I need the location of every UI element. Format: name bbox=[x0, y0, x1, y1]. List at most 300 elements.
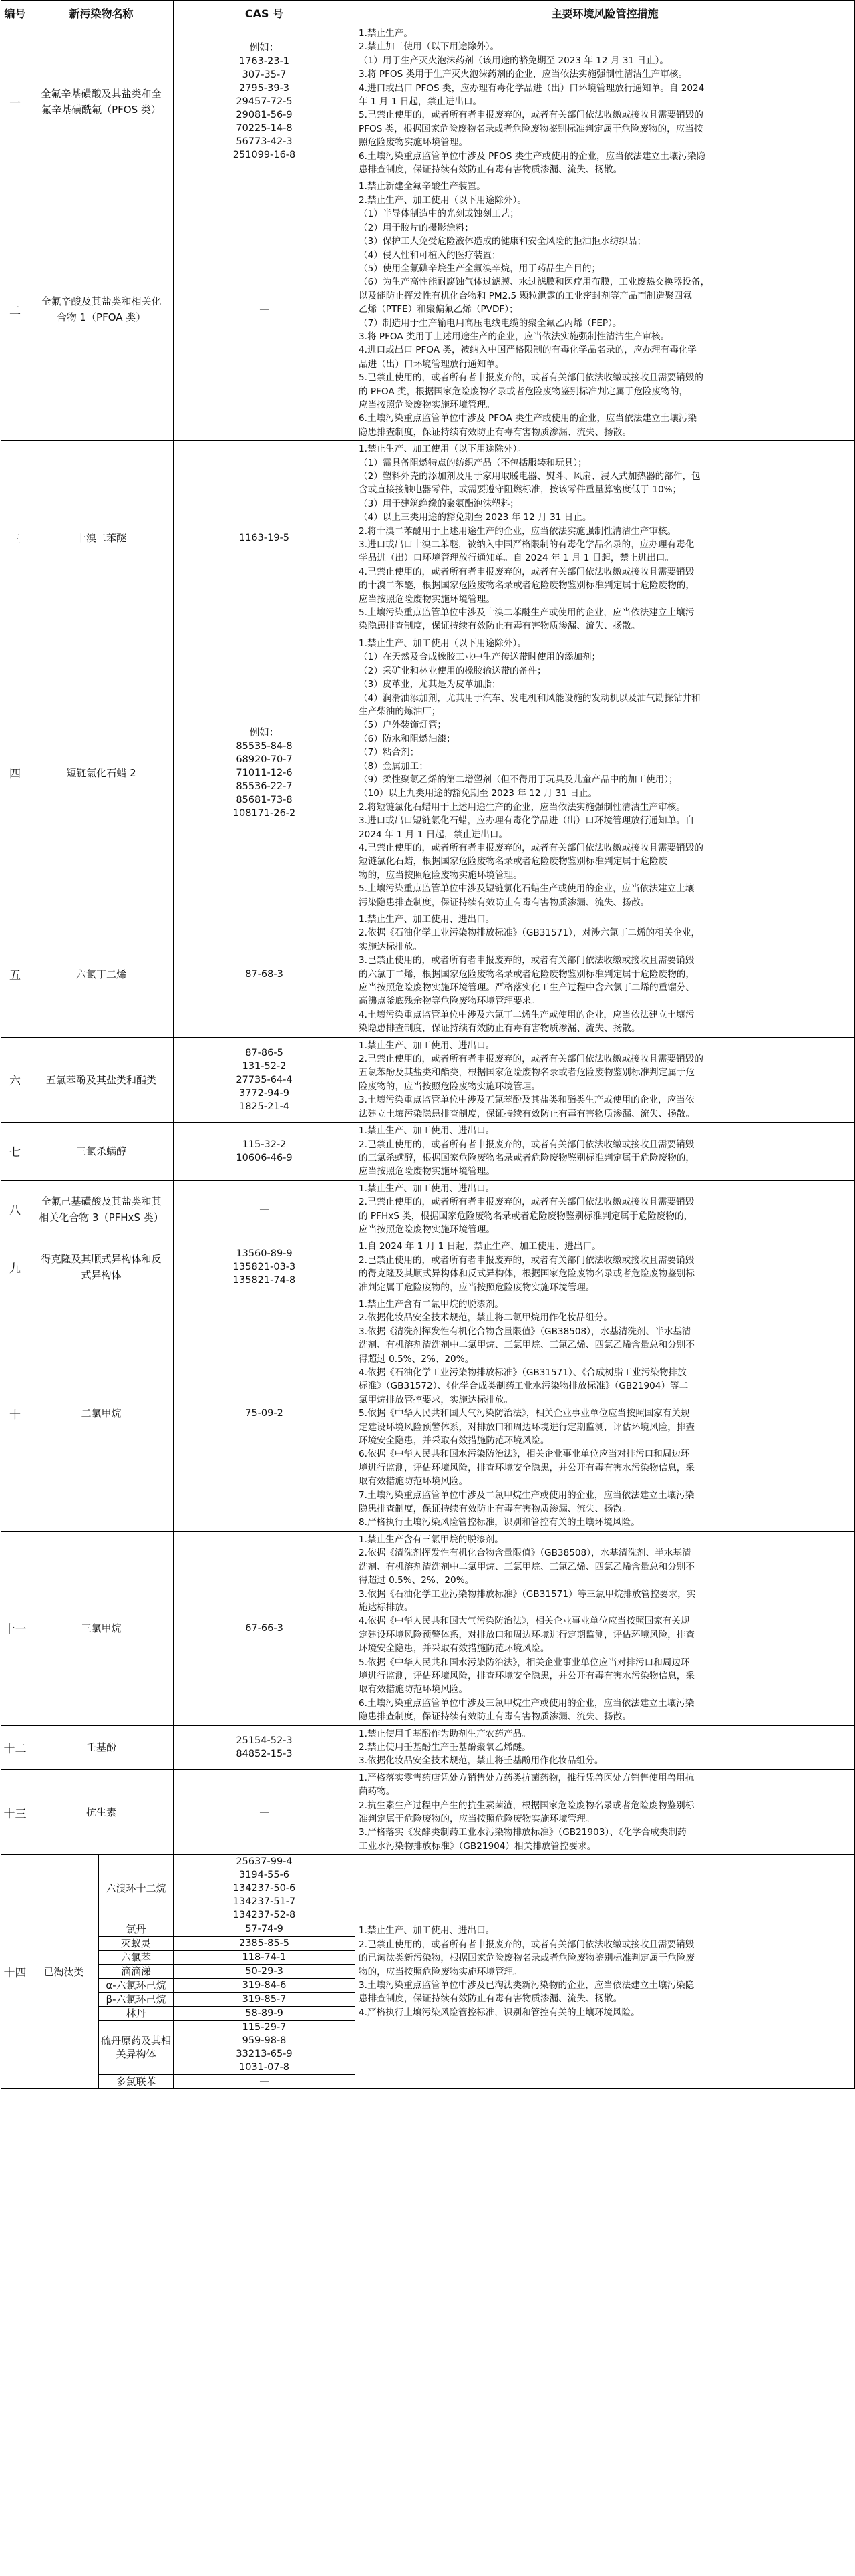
cas-number-line: 50-29-3 bbox=[245, 1966, 283, 1977]
control-measures-line: （6）为生产高性能耐腐蚀气体过滤膜、水过滤膜和医疗用布膜，工业废热交换器设备， bbox=[359, 277, 710, 288]
cas-number-line: 2385-85-5 bbox=[238, 1938, 290, 1949]
control-measures-line: 5.依据《中华人民共和国大气污染防治法》，相关企业事业单位应当按照国家有关规 bbox=[359, 1408, 690, 1419]
control-measures-line: 3.依据《清洗剂挥发性有机化合物含量限值》（GB38508），水基清洗剂、半水基清 bbox=[359, 1326, 691, 1337]
pollutant-name bbox=[99, 2075, 174, 2089]
cas-number-line: 13560-89-9 bbox=[236, 1248, 293, 1260]
control-measures bbox=[355, 25, 855, 178]
control-measures bbox=[355, 1180, 855, 1238]
header-row bbox=[1, 1, 855, 25]
control-measures-line: 应当按照危险废物实施环境管理。 bbox=[359, 399, 495, 410]
cas-number bbox=[174, 441, 355, 635]
pollutant-name bbox=[29, 1531, 174, 1725]
control-measures-line: 应当按照危险废物实施环境管理。 bbox=[359, 1224, 495, 1235]
control-measures-line: 的得克隆及其顺式异构体和反式异构体，根据国家危险废物名录或者危险废物鉴别标 bbox=[359, 1268, 695, 1280]
control-measures-line: 2.已禁止使用的，或者所有者申报废弃的，或者有关部门依法收缴或接收且需要销毁的 bbox=[359, 1054, 703, 1065]
cas-number bbox=[174, 178, 355, 441]
cas-number-line: 115-32-2 bbox=[242, 1139, 287, 1150]
cas-number bbox=[174, 1180, 355, 1238]
cas-number bbox=[174, 25, 355, 178]
cas-number-line: 319-85-7 bbox=[242, 1994, 287, 2005]
pollutant-name-line: 全氟己基磺酸及其盐类和其 bbox=[41, 1195, 162, 1207]
row-number: 二 bbox=[1, 178, 29, 441]
cas-number bbox=[174, 2007, 355, 2021]
control-measures-line: 的十溴二苯醚，根据国家危险废物名录或者危险废物鉴别标准判定属于危险废物的， bbox=[359, 580, 695, 591]
pollutant-name bbox=[99, 1965, 174, 1979]
pollutant-name-line: 六氯苯 bbox=[121, 1951, 152, 1964]
control-measures-line: （3）皮革业，尤其是为皮革加脂； bbox=[359, 679, 501, 690]
cas-number-line: 70225-14-8 bbox=[236, 123, 293, 134]
control-measures-line: 1.自 2024 年 1 月 1 日起，禁止生产、加工使用、进出口。 bbox=[359, 1241, 601, 1252]
pollutant-name bbox=[99, 1922, 174, 1937]
pollutant-name-line: 十溴二苯醚 bbox=[76, 532, 127, 545]
control-measures-line: 3.进口或出口短链氯化石蜡，应办理有毒化学品进（出）口环境管理放行通知单。自 bbox=[359, 815, 695, 827]
cas-number bbox=[174, 1922, 355, 1937]
pollutant-name-line: 灭蚁灵 bbox=[121, 1937, 152, 1950]
cas-number-line: 2795-39-3 bbox=[238, 83, 290, 94]
cas-number bbox=[174, 1855, 355, 1922]
control-measures-line: 隐患排查制度，保证持续有效防止有毒有害物质渗漏、流失、扬散。 bbox=[359, 426, 631, 438]
control-measures-line: 染隐患排查制度，保证持续有效防止有毒有害物质渗漏、流失、扬散。 bbox=[359, 1023, 641, 1034]
cas-number-line: 134237-50-6 bbox=[232, 1883, 296, 1894]
control-measures-line: 应当按照危险废物实施环境管理。 bbox=[359, 593, 495, 605]
cas-number-line: 71011-12-6 bbox=[236, 767, 293, 778]
pollutant-name bbox=[99, 1993, 174, 2007]
control-measures-line: 1.禁止生产。 bbox=[359, 28, 413, 39]
pollutant-table bbox=[1, 0, 855, 2089]
pollutant-name bbox=[29, 911, 174, 1038]
cas-number-line: 84852-15-3 bbox=[236, 1749, 293, 1760]
control-measures-line: 2.已禁止使用的，或者所有者申报废弃的，或者有关部门依法收缴或接收且需要销毁 bbox=[359, 1939, 695, 1950]
cas-number-line: 25637-99-4 bbox=[236, 1856, 293, 1868]
control-measures-line: 患排查制度，保证持续有效防止有毒有害物质渗漏、流失、扬散。 bbox=[359, 164, 623, 176]
control-measures-line: 学品进（出）口环境管理放行通知单。自 2024 年 1 月 1 日起，禁止进出口。 bbox=[359, 553, 675, 564]
control-measures-line: 6.土壤污染重点监管单位中涉及 PFOA 类生产或使用的企业，应当依法建立土壤污染 bbox=[359, 413, 697, 424]
cas-number-line: 85536-22-7 bbox=[236, 780, 293, 792]
control-measures-line: 3.已禁止使用的，或者所有者申报废弃的，或者有关部门依法收缴或接收且需要销毁 bbox=[359, 955, 695, 966]
pollutant-name-line: 二氯甲烷 bbox=[81, 1407, 122, 1420]
pollutant-name-line: 短链氯化石蜡 2 bbox=[66, 766, 136, 779]
row-number: 九 bbox=[1, 1238, 29, 1296]
pollutant-name bbox=[29, 25, 174, 178]
control-measures-line: 照危险废物实施环境管理。 bbox=[359, 137, 468, 148]
row-number: 十三 bbox=[1, 1769, 29, 1854]
control-measures-line: 得超过 0.5%、2%、20%。 bbox=[359, 1353, 474, 1365]
cas-number-line: 134237-51-7 bbox=[232, 1896, 296, 1908]
control-measures-line: 3.严格落实《发酵类制药工业水污染物排放标准》（GB21903）、《化学合成类制药 bbox=[359, 1827, 687, 1838]
control-measures-line: 5.已禁止使用的，或者所有者申报废弃的，或者有关部门依法收缴或接收且需要销毁的 bbox=[359, 110, 703, 121]
control-measures-line: 1.严格落实零售药店凭处方销售处方药类抗菌药物，推行凭兽医处方销售使用兽用抗 bbox=[359, 1772, 695, 1783]
pollutant-name-line: 六溴环十二烷 bbox=[106, 1882, 166, 1895]
control-measures bbox=[355, 635, 855, 911]
pollutant-name bbox=[29, 1296, 174, 1531]
control-measures-line: （7）粘合剂； bbox=[359, 747, 419, 758]
cas-number-line: 307-35-7 bbox=[242, 69, 287, 81]
control-measures-line: 1.禁止生产含有二氯甲烷的脱漆剂。 bbox=[359, 1298, 504, 1310]
control-measures-line: 物的，应当按照危险废物实施环境管理。 bbox=[359, 869, 522, 881]
cas-number-line: 251099-16-8 bbox=[232, 150, 296, 161]
control-measures-line: 取有效措施防范环境风险。 bbox=[359, 1476, 468, 1487]
table-row bbox=[1, 635, 855, 911]
pollutant-name-line: 三氯杀螨醇 bbox=[76, 1145, 127, 1157]
row-number: 三 bbox=[1, 441, 29, 635]
control-measures-line: 定建设环境风险预警体系，对排放口和周边环境进行定期监测，评估环境风险，排查 bbox=[359, 1629, 695, 1640]
control-measures-line: 4.依据《石油化学工业污染物排放标准》（GB31571）、《合成树脂工业污染物排放 bbox=[359, 1367, 687, 1378]
table-row bbox=[1, 1531, 855, 1725]
cas-number-line: 1031-07-8 bbox=[238, 2062, 290, 2073]
control-measures-line: 物的，应当按照危险废物实施环境管理。 bbox=[359, 1966, 522, 1977]
pollutant-name bbox=[99, 2007, 174, 2021]
control-measures-line: 6.依据《中华人民共和国水污染防治法》，相关企业事业单位应当对排污口和周边环 bbox=[359, 1449, 690, 1460]
control-measures-line: 4.进口或出口 PFOS 类，应办理有毒化学品进（出）口环境管理放行通知单。自 2024 bbox=[359, 82, 705, 94]
pollutant-name bbox=[99, 1979, 174, 1993]
cas-number bbox=[174, 1937, 355, 1951]
cas-number-line: 87-68-3 bbox=[245, 968, 283, 980]
control-measures-line: 4.依据《中华人民共和国大气污染防治法》，相关企业事业单位应当按照国家有关规 bbox=[359, 1616, 690, 1627]
cas-number-line: 85535-84-8 bbox=[236, 740, 293, 752]
pollutant-name bbox=[99, 1937, 174, 1951]
control-measures-line: 环境安全隐患，并采取有效措施防范环境风险。 bbox=[359, 1435, 550, 1447]
control-measures-line: 品进（出）口环境管理放行通知单。 bbox=[359, 358, 504, 370]
cas-number bbox=[174, 1037, 355, 1122]
control-measures-line: 隐患排查制度，保证持续有效防止有毒有害物质渗漏、流失、扬散。 bbox=[359, 1504, 631, 1515]
cas-number bbox=[174, 1238, 355, 1296]
cas-number-line: 115-29-7 bbox=[242, 2022, 287, 2033]
row-number: 十四 bbox=[1, 1855, 29, 2089]
control-measures-line: 应当按照危险废物实施环境管理。 bbox=[359, 1166, 495, 1177]
control-measures-line: 年 1 月 1 日起，禁止进出口。 bbox=[359, 96, 482, 108]
control-measures-line: 3.土壤污染重点监管单位中涉及五氯苯酚及其盐类和酯类生产或使用的企业，应当依 bbox=[359, 1095, 695, 1106]
control-measures-line: 2.禁止加工使用（以下用途除外）。 bbox=[359, 41, 500, 53]
cas-number-line: 27735-64-4 bbox=[236, 1074, 293, 1085]
cas-number bbox=[174, 1951, 355, 1965]
control-measures-line: 应当按照危险废物实施环境管理。严格落实化工生产过程中含六氯丁二烯的重馏分、 bbox=[359, 982, 695, 994]
pollutant-name bbox=[29, 1037, 174, 1122]
control-measures-line: 1.禁止生产、加工使用、进出口。 bbox=[359, 1040, 495, 1051]
control-measures-line: （5）户外装饰灯管； bbox=[359, 720, 447, 731]
control-measures-line: 2.已禁止使用的，或者所有者申报废弃的，或者有关部门依法收缴或接收且需要销毁 bbox=[359, 1139, 695, 1150]
control-measures-line: （2）采矿业和林业使用的橡胶输送带的备件； bbox=[359, 665, 546, 676]
control-measures-line: 2.已禁止使用的，或者所有者申报废弃的，或者有关部门依法收缴或接收且需要销毁 bbox=[359, 1254, 695, 1266]
control-measures-line: 4.已禁止使用的，或者所有者申报废弃的，或者有关部门依法收缴或接收且需要销毁 bbox=[359, 566, 695, 577]
cas-number-line: 131-52-2 bbox=[242, 1060, 287, 1072]
cas-number-line: 3772-94-9 bbox=[238, 1087, 290, 1099]
control-measures-line: 境进行监测，评估环境风险，排查环境安全隐患，并公开有毒有害水污染物信息，采 bbox=[359, 1462, 695, 1473]
pollutant-name bbox=[29, 1123, 174, 1181]
cas-number-line: 例如： bbox=[249, 727, 279, 738]
cas-number-line: 10606-46-9 bbox=[236, 1152, 293, 1163]
control-measures-line: 3.将 PFOS 类用于生产灭火泡沫药剂的企业，应当依法实施强制性清洁生产审核。 bbox=[359, 69, 687, 80]
cas-number-line: 319-84-6 bbox=[242, 1980, 287, 1991]
pollutant-name-line: 关异构体 bbox=[116, 2048, 156, 2061]
control-measures-line: （3）保护工人免受危险液体造成的健康和安全风险的拒油拒水纺织品； bbox=[359, 236, 647, 247]
header-name: 新污染物名称 bbox=[29, 1, 174, 25]
control-measures-line: 五氯苯酚及其盐类和酯类，根据国家危险废物名录或者危险废物鉴别标准判定属于危 bbox=[359, 1067, 695, 1079]
cas-number bbox=[174, 1725, 355, 1769]
table-row bbox=[1, 1725, 855, 1769]
control-measures-line: 洗剂、有机溶剂清洗剂中二氯甲烷、三氯甲烷、三氯乙烯、四氯乙烯含量总和分别不 bbox=[359, 1561, 695, 1572]
pollutant-name-line: 多氯联苯 bbox=[116, 2076, 156, 2088]
control-measures-line: 4.已禁止使用的，或者所有者申报废弃的，或者有关部门依法收缴或接收且需要销毁的 bbox=[359, 842, 703, 853]
cas-number-line: 135821-74-8 bbox=[232, 1275, 296, 1286]
control-measures-line: 准判定属于危险废物的，应当按照危险废物实施环境管理。 bbox=[359, 1282, 595, 1293]
control-measures-line: 洗剂、有机溶剂清洗剂中二氯甲烷、三氯甲烷、三氯乙烯、四氯乙烯含量总和分别不 bbox=[359, 1340, 695, 1351]
row-number: 五 bbox=[1, 911, 29, 1038]
pollutant-name bbox=[29, 635, 174, 911]
control-measures bbox=[355, 1123, 855, 1181]
cas-number bbox=[174, 2021, 355, 2075]
pollutant-name-line: 五氯苯酚及其盐类和酯类 bbox=[46, 1073, 157, 1086]
cas-number-line: 25154-52-3 bbox=[236, 1735, 293, 1747]
control-measures-line: 的 PFOA 类，根据国家危险废物名录或者危险废物鉴别标准判定属于危险废物的， bbox=[359, 386, 689, 397]
table-row bbox=[1, 1296, 855, 1531]
control-measures-line: （4）以上三类用途的豁免期至 2023 年 12 月 31 日止。 bbox=[359, 512, 592, 523]
control-measures-line: （9）柔性聚氯乙烯的第二增塑剂（但不得用于玩具及儿童产品中的加工使用）； bbox=[359, 774, 678, 785]
cas-number-line: 85681-73-8 bbox=[236, 794, 293, 805]
pollutant-name bbox=[99, 1855, 174, 1922]
row-number: 七 bbox=[1, 1123, 29, 1181]
pollutant-name-line: 六氯丁二烯 bbox=[76, 968, 127, 980]
control-measures-line: 5.已禁止使用的，或者所有者申报废弃的，或者有关部门依法收缴或接收且需要销毁的 bbox=[359, 372, 703, 384]
pollutant-name-line: α-六氯环己烷 bbox=[106, 1979, 166, 1992]
control-measures-line: 生产柴油的炼油厂； bbox=[359, 706, 441, 717]
cas-number-line: 134237-52-8 bbox=[232, 1910, 296, 1921]
control-measures-line: 1.禁止使用壬基酚作为助剂生产农药产品。 bbox=[359, 1728, 531, 1739]
table-row bbox=[1, 1123, 855, 1181]
pollutant-name bbox=[29, 441, 174, 635]
cas-number-line: 959-98-8 bbox=[242, 2035, 287, 2047]
control-measures-line: 3.进口或出口十溴二苯醚，被纳入中国严格限制的有毒化学品名录的，应办理有毒化 bbox=[359, 539, 695, 551]
control-measures-line: （1）用于生产灭火泡沫药剂（该用途的豁免期至 2023 年 12 月 31 日止）。 bbox=[359, 55, 669, 66]
control-measures-line: 1.禁止生产、加工使用（以下用途除外）。 bbox=[359, 637, 526, 649]
control-measures-line: 5.土壤污染重点监管单位中涉及十溴二苯醚生产或使用的企业，应当依法建立土壤污 bbox=[359, 607, 695, 619]
cas-number-line: 68920-70-7 bbox=[236, 754, 293, 765]
control-measures-line: 1.禁止生产、加工使用、进出口。 bbox=[359, 1125, 495, 1137]
cas-number bbox=[174, 1296, 355, 1531]
control-measures bbox=[355, 1531, 855, 1725]
pollutant-name-line: 壬基酚 bbox=[86, 1741, 117, 1754]
control-measures-line: 境进行监测，评估环境风险，排查环境安全隐患，并公开有毒有害水污染物信息，采 bbox=[359, 1670, 695, 1681]
row-number: 十一 bbox=[1, 1531, 29, 1725]
control-measures-line: 3.依据化妆品安全技术规范，禁止将壬基酚用作化妆品组分。 bbox=[359, 1755, 604, 1767]
control-measures-line: 标准》（GB31572）、《化学合成类制药工业水污染物排放标准》（GB21904）等二 bbox=[359, 1381, 689, 1392]
control-measures-line: 得超过 0.5%、2%、20%。 bbox=[359, 1575, 474, 1586]
header-cas: CAS 号 bbox=[174, 1, 355, 25]
control-measures-line: 1.禁止生产、加工使用、进出口。 bbox=[359, 1925, 495, 1937]
control-measures-line: 短链氯化石蜡，根据国家危险废物名录或者危险废物鉴别标准判定属于危险废 bbox=[359, 856, 668, 867]
control-measures-line: 2.禁止使用壬基酚生产壬基酚聚氧乙烯醚。 bbox=[359, 1741, 531, 1753]
pollutant-name-line: 林丹 bbox=[126, 2007, 146, 2020]
control-measures bbox=[355, 1296, 855, 1531]
control-measures-line: 2.已禁止使用的，或者所有者申报废弃的，或者有关部门依法收缴或接收且需要销毁 bbox=[359, 1197, 695, 1208]
header-measures: 主要环境风险管控措施 bbox=[355, 1, 855, 25]
control-measures-line: 施达标排放。 bbox=[359, 1602, 413, 1613]
cas-number-line: 108171-26-2 bbox=[232, 807, 296, 819]
control-measures-line: 患排查制度，保证持续有效防止有毒有害物质渗漏、流失、扬散。 bbox=[359, 1993, 623, 2005]
control-measures-line: （4）润滑油添加剂，尤其用于汽车、发电机和风能设施的发动机以及油气勘探钻井和 bbox=[359, 692, 701, 704]
control-measures-line: （1）半导体制造中的光刻或蚀刻工艺； bbox=[359, 208, 519, 220]
control-measures bbox=[355, 1238, 855, 1296]
table-row bbox=[1, 1037, 855, 1122]
row-number: 一 bbox=[1, 25, 29, 178]
cas-number-line: — bbox=[259, 2076, 269, 2088]
pollutant-name-line: 抗生素 bbox=[86, 1806, 117, 1818]
control-measures-line: 2.依据《石油化学工业污染物排放标准》（GB31571），对涉六氯丁二烯的相关企业， bbox=[359, 927, 701, 939]
control-measures-line: 6.土壤污染重点监管单位中涉及三氯甲烷生产或使用的企业，应当依法建立土壤污染 bbox=[359, 1697, 695, 1709]
cas-number-line: — bbox=[259, 1807, 269, 1818]
pollutant-name bbox=[99, 1951, 174, 1965]
pollutant-name-line: β-六氯环己烷 bbox=[106, 1993, 166, 2006]
cas-number-line: 29457-72-5 bbox=[236, 96, 293, 108]
control-measures-line: （8）金属加工； bbox=[359, 760, 428, 772]
control-measures-line: （6）防水和阻燃油漆； bbox=[359, 733, 456, 744]
control-measures-line: 2.禁止生产、加工使用（以下用途除外）。 bbox=[359, 194, 526, 206]
pollutant-name-line: 得克隆及其顺式异构体和反 bbox=[41, 1253, 162, 1266]
control-measures-line: 7.土壤污染重点监管单位中涉及二氯甲烷生产或使用的企业，应当依法建立土壤污染 bbox=[359, 1489, 695, 1501]
control-measures-line: PFOS 类，根据国家危险废物名录或者危险废物鉴别标准判定属于危险废物的，应当按 bbox=[359, 123, 703, 134]
control-measures-line: 环境安全隐患，并采取有效措施防范环境风险。 bbox=[359, 1643, 550, 1655]
control-measures-line: 2.将短链氯化石蜡用于上述用途生产的企业，应当依法实施强制性清洁生产审核。 bbox=[359, 801, 685, 813]
control-measures-line: 准判定属于危险废物的，应当按照危险废物实施环境管理。 bbox=[359, 1814, 595, 1824]
control-measures-line: （1）需具备阻燃特点的纺织产品（不包括服装和玩具）； bbox=[359, 457, 587, 468]
cas-number bbox=[174, 2075, 355, 2089]
control-measures-line: 险废物的，应当按照危险废物实施环境管理。 bbox=[359, 1081, 540, 1092]
control-measures-line: 乙烯（PTFE）和聚偏氟乙烯（PVDF）； bbox=[359, 304, 518, 315]
control-measures bbox=[355, 1855, 855, 2089]
control-measures-line: 取有效措施防范环境风险。 bbox=[359, 1684, 468, 1695]
row-number: 十二 bbox=[1, 1725, 29, 1769]
control-measures-line: 的已淘汰类新污染物，根据国家危险废物名录或者危险废物鉴别标准判定属于危险废 bbox=[359, 1953, 695, 1964]
control-measures bbox=[355, 441, 855, 635]
control-measures-line: 染隐患排查制度，保证持续有效防止有毒有害物质渗漏、流失、扬散。 bbox=[359, 621, 641, 632]
pollutant-name-line: 全氟辛酸及其盐类和相关化 bbox=[41, 295, 162, 308]
cas-number-line: 1825-21-4 bbox=[238, 1101, 290, 1112]
control-measures-line: 实施达标排放。 bbox=[359, 941, 423, 952]
table-row bbox=[1, 1769, 855, 1854]
cas-number bbox=[174, 635, 355, 911]
cas-number bbox=[174, 911, 355, 1038]
control-measures bbox=[355, 178, 855, 441]
control-measures-line: 2.将十溴二苯醚用于上述用途生产的企业，应当依法实施强制性清洁生产审核。 bbox=[359, 525, 677, 537]
pollutant-name bbox=[29, 1769, 174, 1854]
row-number: 四 bbox=[1, 635, 29, 911]
pollutant-name-line: 三氯甲烷 bbox=[81, 1622, 122, 1634]
control-measures-line: 4.进口或出口 PFOA 类，被纳入中国严格限制的有毒化学品名录的，应办理有毒化学 bbox=[359, 345, 697, 356]
pollutant-name-line: 硫丹原药及其相 bbox=[101, 2035, 172, 2047]
pollutant-name-line: 相关化合物 3（PFHxS 类） bbox=[39, 1211, 164, 1224]
control-measures-line: （4）侵入性和可植入的医疗装置； bbox=[359, 249, 501, 261]
control-measures bbox=[355, 1037, 855, 1122]
cas-number bbox=[174, 1993, 355, 2007]
control-measures-line: 的六氯丁二烯，根据国家危险废物名录或者危险废物鉴别标准判定属于危险废物的， bbox=[359, 968, 695, 980]
table-row bbox=[1, 441, 855, 635]
table-row bbox=[1, 911, 855, 1038]
control-measures-line: 的三氯杀螨醇，根据国家危险废物名录或者危险废物鉴别标准判定属于危险废物的， bbox=[359, 1152, 695, 1163]
row-number: 六 bbox=[1, 1037, 29, 1122]
cas-number-line: 3194-55-6 bbox=[238, 1870, 290, 1881]
control-measures-line: 定建设环境风险预警体系，对排放口和周边环境进行定期监测，评估环境风险，排查 bbox=[359, 1421, 695, 1433]
eliminated-category: 已淘汰类 bbox=[29, 1855, 99, 2089]
cas-number-line: 75-09-2 bbox=[245, 1408, 283, 1419]
control-measures-line: 含或直接接触电器零件，或需要遵守阻燃标准，按该零件重量算密度低于 10%； bbox=[359, 484, 682, 496]
row-number: 十 bbox=[1, 1296, 29, 1531]
cas-number-line: 33213-65-9 bbox=[236, 2049, 293, 2060]
control-measures-line: 8.严格执行土壤污染风险管控标准，识别和管控有关的土壤环境风险。 bbox=[359, 1517, 640, 1528]
table-row bbox=[1, 1855, 855, 1922]
cas-number bbox=[174, 1965, 355, 1979]
control-measures-line: 2.依据化妆品安全技术规范，禁止将二氯甲烷用作化妆品组分。 bbox=[359, 1312, 613, 1324]
cas-number bbox=[174, 1531, 355, 1725]
control-measures-line: 1.禁止生产含有三氯甲烷的脱漆剂。 bbox=[359, 1534, 504, 1545]
cas-number-line: — bbox=[259, 304, 269, 315]
control-measures bbox=[355, 1725, 855, 1769]
control-measures-line: （3）用于建筑绝缘的聚氨酯泡沫塑料； bbox=[359, 498, 519, 509]
cas-number-line: — bbox=[259, 1203, 269, 1215]
table-row bbox=[1, 25, 855, 178]
control-measures-line: 2024 年 1 月 1 日起，禁止进出口。 bbox=[359, 829, 508, 840]
pollutant-name bbox=[29, 178, 174, 441]
cas-number bbox=[174, 1979, 355, 1993]
control-measures-line: （5）使用全氟碘辛烷生产全氟溴辛烷，用于药品生产目的； bbox=[359, 263, 601, 274]
cas-number-line: 29081-56-9 bbox=[236, 110, 293, 121]
cas-number-line: 例如： bbox=[249, 43, 279, 54]
control-measures-line: 污染隐患排查制度，保证持续有效防止有毒有害物质渗漏、流失、扬散。 bbox=[359, 897, 650, 908]
pollutant-name-line: 式异构体 bbox=[81, 1269, 122, 1282]
control-measures-line: 2.抗生素生产过程中产生的抗生素菌渣，根据国家危险废物名录或者危险废物鉴别标 bbox=[359, 1800, 695, 1811]
table-row bbox=[1, 1238, 855, 1296]
cas-number-line: 135821-03-3 bbox=[232, 1262, 296, 1273]
control-measures-line: （10）以上九类用途的豁免期至 2023 年 12 月 31 日止。 bbox=[359, 788, 598, 799]
pollutant-name-line: 全氟辛基磺酸及其盐类和全 bbox=[41, 88, 162, 100]
cas-number-line: 87-86-5 bbox=[245, 1047, 283, 1058]
cas-number bbox=[174, 1769, 355, 1854]
control-measures-line: （1）在天然及合成橡胶工业中生产传送带时使用的添加剂； bbox=[359, 652, 601, 663]
cas-number-line: 56773-42-3 bbox=[236, 136, 293, 148]
cas-number-line: 1763-23-1 bbox=[238, 56, 290, 67]
table-row bbox=[1, 1180, 855, 1238]
control-measures-line: 的 PFHxS 类，根据国家危险废物名录或者危险废物鉴别标准判定属于危险废物的， bbox=[359, 1210, 693, 1222]
header-no: 编号 bbox=[1, 1, 29, 25]
control-measures-line: 4.严格执行土壤污染风险管控标准，识别和管控有关的土壤环境风险。 bbox=[359, 2007, 640, 2018]
control-measures-line: （7）制造用于生产输电用高压电线电缆的聚全氟乙丙烯（FEP）。 bbox=[359, 317, 622, 329]
control-measures-line: 以及能防止挥发性有机化合物和 PM2.5 颗粒泄露的工业密封剂等产品而制造聚四氟 bbox=[359, 290, 692, 301]
cas-number-line: 118-74-1 bbox=[242, 1952, 287, 1963]
control-measures-line: 5.依据《中华人民共和国水污染防治法》，相关企业事业单位应当对排污口和周边环 bbox=[359, 1657, 690, 1668]
control-measures-line: 1.禁止生产、加工使用、进出口。 bbox=[359, 1183, 495, 1194]
control-measures-line: 3.将 PFOA 类用于上述用途生产的企业，应当依法实施强制性清洁生产审核。 bbox=[359, 331, 670, 342]
control-measures-line: 3.土壤污染重点监管单位中涉及已淘汰类新污染物的企业，应当依法建立土壤污染隐 bbox=[359, 1979, 695, 1991]
pollutant-name-line: 滴滴涕 bbox=[121, 1965, 152, 1978]
table-row bbox=[1, 178, 855, 441]
cas-number bbox=[174, 1123, 355, 1181]
control-measures-line: 3.依据《石油化学工业污染物排放标准》（GB31571）等三氯甲烷排放管控要求，实 bbox=[359, 1588, 696, 1600]
control-measures bbox=[355, 911, 855, 1038]
control-measures-line: （2）塑料外壳的添加剂及用于家用取暖电器、熨斗、风扇、浸入式加热器的部件，包 bbox=[359, 471, 701, 482]
pollutant-name-line: 合物 1（PFOA 类） bbox=[56, 311, 146, 324]
pollutant-name bbox=[99, 2021, 174, 2075]
control-measures-line: 工业水污染物排放标准》（GB21904）相关排放管控要求。 bbox=[359, 1840, 596, 1852]
control-measures-line: 隐患排查制度，保证持续有效防止有毒有害物质渗漏、流失、扬散。 bbox=[359, 1711, 631, 1723]
pollutant-name-line: 氟辛基磺酰氟（PFOS 类） bbox=[41, 104, 161, 116]
pollutant-name-line: 氯丹 bbox=[126, 1923, 146, 1936]
control-measures-line: 6.土壤污染重点监管单位中涉及 PFOS 类生产或使用的企业，应当依法建立土壤污染隐 bbox=[359, 150, 706, 162]
control-measures-line: 氯甲烷排放管控要求，实施达标排放。 bbox=[359, 1394, 514, 1405]
control-measures-line: 法建立土壤污染隐患排查制度，保证持续有效防止有毒有害物质渗漏、流失、扬散。 bbox=[359, 1108, 695, 1119]
cas-number-line: 57-74-9 bbox=[245, 1924, 283, 1935]
control-measures-line: 2.依据《清洗剂挥发性有机化合物含量限值》（GB38508），水基清洗剂、半水基清 bbox=[359, 1548, 691, 1559]
cas-number-line: 67-66-3 bbox=[245, 1622, 283, 1634]
cas-number-line: 1163-19-5 bbox=[238, 533, 290, 544]
pollutant-name bbox=[29, 1725, 174, 1769]
